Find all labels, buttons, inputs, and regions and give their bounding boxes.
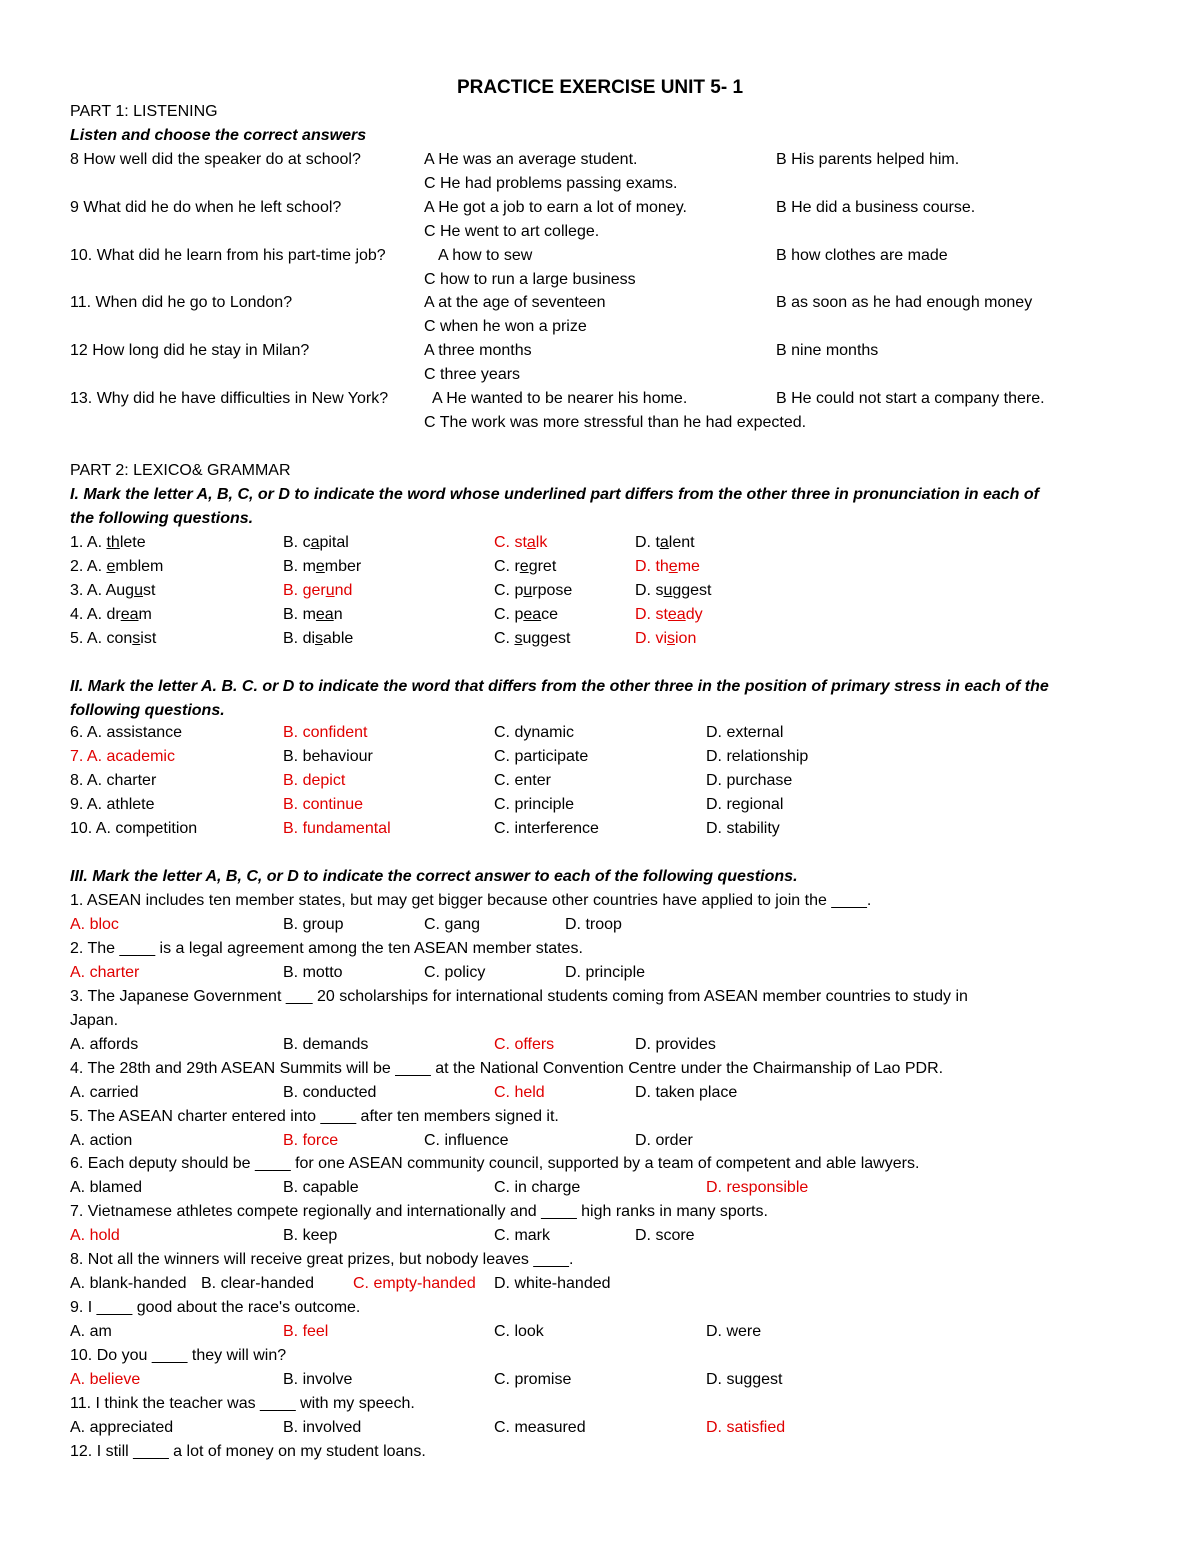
stress-option-b-answer: B. confident xyxy=(283,724,368,741)
listening-option-a: A how to sew xyxy=(438,247,533,264)
grammar-question: 4. The 28th and 29th ASEAN Summits will be ____ at the National Convention Centre under the Chairmanship of Lao PDR. xyxy=(70,1060,944,1077)
listening-option-b: B His parents helped him. xyxy=(776,151,960,168)
pron-option-d-answer: D. steady xyxy=(635,606,703,623)
grammar-question: 11. I think the teacher was ____ with my speech. xyxy=(70,1395,415,1412)
grammar-option-answer: A. charter xyxy=(70,964,140,981)
part1-heading: PART 1: LISTENING xyxy=(70,103,218,120)
grammar-option: B. involved xyxy=(283,1419,362,1436)
grammar-option: B. demands xyxy=(283,1036,369,1053)
pron-option-c-answer: C. stalk xyxy=(494,534,548,551)
section1-instruction-cont: the following questions. xyxy=(70,510,254,527)
grammar-option: D. troop xyxy=(565,916,622,933)
grammar-option: D. principle xyxy=(565,964,646,981)
stress-option-b-answer: B. fundamental xyxy=(283,820,391,837)
pron-option-a: 4. A. dream xyxy=(70,606,152,623)
stress-option-a: 10. A. competition xyxy=(70,820,198,837)
listening-question: 10. What did he learn from his part-time job? xyxy=(70,247,386,264)
stress-option-b: B. behaviour xyxy=(283,748,373,765)
grammar-option: C. mark xyxy=(494,1227,550,1244)
grammar-option-answer: D. responsible xyxy=(706,1179,809,1196)
pron-option-d-answer: D. theme xyxy=(635,558,700,575)
grammar-option: D. order xyxy=(635,1132,693,1149)
listening-question: 11. When did he go to London? xyxy=(70,294,293,311)
grammar-question: 8. Not all the winners will receive great prizes, but nobody leaves ____. xyxy=(70,1251,574,1268)
grammar-option: B. clear-handed xyxy=(201,1275,314,1292)
grammar-option: D. score xyxy=(635,1227,695,1244)
grammar-option: B. motto xyxy=(283,964,343,981)
grammar-option: A. blamed xyxy=(70,1179,143,1196)
grammar-question: 12. I still ____ a lot of money on my student loans. xyxy=(70,1443,426,1460)
grammar-option: D. provides xyxy=(635,1036,716,1053)
pron-option-b: B. capital xyxy=(283,534,349,551)
listening-option-c: C when he won a prize xyxy=(424,318,587,335)
pron-option-a: 2. A. emblem xyxy=(70,558,164,575)
stress-option-c: C. enter xyxy=(494,772,551,789)
grammar-option: C. promise xyxy=(494,1371,572,1388)
grammar-question: 7. Vietnamese athletes compete regionally and internationally and ____ high ranks in many sports. xyxy=(70,1203,768,1220)
grammar-option-answer: A. hold xyxy=(70,1227,120,1244)
listening-option-b: B He could not start a company there. xyxy=(776,390,1045,407)
grammar-option: B. keep xyxy=(283,1227,338,1244)
pron-option-d-answer: D. vision xyxy=(635,630,697,647)
grammar-question: 6. Each deputy should be ____ for one ASEAN community council, supported by a team of competent and able lawyers. xyxy=(70,1155,920,1172)
listening-question: 13. Why did he have difficulties in New York? xyxy=(70,390,389,407)
grammar-option-answer: B. feel xyxy=(283,1323,329,1340)
listening-option-b: B how clothes are made xyxy=(776,247,948,264)
grammar-option: C. in charge xyxy=(494,1179,581,1196)
grammar-option: A. action xyxy=(70,1132,133,1149)
stress-option-c: C. principle xyxy=(494,796,575,813)
pron-option-a: 1. A. thlete xyxy=(70,534,146,551)
grammar-option-answer: B. force xyxy=(283,1132,339,1149)
stress-option-a: 6. A. assistance xyxy=(70,724,183,741)
listening-question: 9 What did he do when he left school? xyxy=(70,199,342,216)
grammar-option: C. gang xyxy=(424,916,481,933)
pron-option-d: D. talent xyxy=(635,534,695,551)
grammar-option: D. white-handed xyxy=(494,1275,611,1292)
grammar-option: A. carried xyxy=(70,1084,139,1101)
stress-option-b-answer: B. depict xyxy=(283,772,346,789)
grammar-question: 1. ASEAN includes ten member states, but may get bigger because other countries have applied to join the ____. xyxy=(70,892,872,909)
listening-option-b: B as soon as he had enough money xyxy=(776,294,1033,311)
stress-option-d: D. purchase xyxy=(706,772,793,789)
pron-option-a: 5. A. consist xyxy=(70,630,157,647)
listening-option-c: C He had problems passing exams. xyxy=(424,175,678,192)
section2-instruction: II. Mark the letter A. B. C. or D to indicate the word that differs from the other three in the position of primary stress in each of the xyxy=(70,678,1049,695)
grammar-option: B. capable xyxy=(283,1179,359,1196)
listening-option-a: A He wanted to be nearer his home. xyxy=(432,390,688,407)
listening-option-a: A He was an average student. xyxy=(424,151,638,168)
section3-instruction: III. Mark the letter A, B, C, or D to indicate the correct answer to each of the following questions. xyxy=(70,868,798,885)
grammar-option: B. conducted xyxy=(283,1084,377,1101)
grammar-option: D. suggest xyxy=(706,1371,783,1388)
page-title: PRACTICE EXERCISE UNIT 5- 1 xyxy=(456,77,744,98)
stress-option-b-answer: B. continue xyxy=(283,796,364,813)
section1-instruction: I. Mark the letter A, B, C, or D to indicate the word whose underlined part differs from the other three in pronunciation in each of xyxy=(70,486,1039,503)
listening-option-b: B nine months xyxy=(776,342,879,359)
pron-option-c: C. peace xyxy=(494,606,559,623)
grammar-option: B. group xyxy=(283,916,344,933)
grammar-option-answer: C. held xyxy=(494,1084,545,1101)
grammar-option: A. blank-handed xyxy=(70,1275,187,1292)
grammar-question: 2. The ____ is a legal agreement among the ten ASEAN member states. xyxy=(70,940,583,957)
grammar-option: A. am xyxy=(70,1323,112,1340)
grammar-option-answer: A. bloc xyxy=(70,916,119,933)
grammar-option-answer: C. empty-handed xyxy=(353,1275,476,1292)
stress-option-a: 8. A. charter xyxy=(70,772,157,789)
listening-option-a: A three months xyxy=(424,342,532,359)
stress-option-c: C. interference xyxy=(494,820,599,837)
grammar-option: A. affords xyxy=(70,1036,139,1053)
stress-option-a: 9. A. athlete xyxy=(70,796,155,813)
pron-option-c: C. suggest xyxy=(494,630,571,647)
listening-question: 12 How long did he stay in Milan? xyxy=(70,342,310,359)
pron-option-d: D. suggest xyxy=(635,582,712,599)
listening-option-c: C three years xyxy=(424,366,521,383)
stress-option-d: D. stability xyxy=(706,820,780,837)
pron-option-b-answer: B. gerund xyxy=(283,582,353,599)
listening-option-c: C He went to art college. xyxy=(424,223,600,240)
pron-option-c: C. regret xyxy=(494,558,557,575)
stress-option-d: D. regional xyxy=(706,796,784,813)
part2-heading: PART 2: LEXICO& GRAMMAR xyxy=(70,462,291,479)
grammar-question: 9. I ____ good about the race's outcome. xyxy=(70,1299,361,1316)
grammar-option: C. policy xyxy=(424,964,486,981)
grammar-question-cont: Japan. xyxy=(70,1012,119,1029)
part1-instruction: Listen and choose the correct answers xyxy=(70,127,367,144)
pron-option-a: 3. A. August xyxy=(70,582,156,599)
section2-instruction-cont: following questions. xyxy=(70,702,225,719)
stress-option-c: C. participate xyxy=(494,748,589,765)
stress-option-a-answer: 7. A. academic xyxy=(70,748,175,765)
pron-option-b: B. member xyxy=(283,558,362,575)
grammar-option: D. were xyxy=(706,1323,762,1340)
grammar-question: 3. The Japanese Government ___ 20 scholarships for international students coming from ASEAN member countries to study in xyxy=(70,988,968,1005)
grammar-question: 10. Do you ____ they will win? xyxy=(70,1347,287,1364)
grammar-option-answer: C. offers xyxy=(494,1036,555,1053)
pron-option-b: B. mean xyxy=(283,606,343,623)
grammar-option: A. appreciated xyxy=(70,1419,174,1436)
grammar-option: C. measured xyxy=(494,1419,586,1436)
pron-option-c: C. purpose xyxy=(494,582,573,599)
listening-option-b: B He did a business course. xyxy=(776,199,976,216)
pron-option-b: B. disable xyxy=(283,630,354,647)
stress-option-d: D. external xyxy=(706,724,784,741)
grammar-option: D. taken place xyxy=(635,1084,738,1101)
stress-option-c: C. dynamic xyxy=(494,724,575,741)
listening-option-c: C how to run a large business xyxy=(424,271,636,288)
stress-option-d: D. relationship xyxy=(706,748,809,765)
listening-question: 8 How well did the speaker do at school? xyxy=(70,151,361,168)
grammar-question: 5. The ASEAN charter entered into ____ after ten members signed it. xyxy=(70,1108,559,1125)
grammar-option: B. involve xyxy=(283,1371,353,1388)
grammar-option-answer: A. believe xyxy=(70,1371,141,1388)
grammar-option: C. influence xyxy=(424,1132,509,1149)
listening-option-c: C The work was more stressful than he had expected. xyxy=(424,414,807,431)
grammar-option: C. look xyxy=(494,1323,544,1340)
listening-option-a: A He got a job to earn a lot of money. xyxy=(424,199,687,216)
grammar-option-answer: D. satisfied xyxy=(706,1419,786,1436)
listening-option-a: A at the age of seventeen xyxy=(424,294,606,311)
